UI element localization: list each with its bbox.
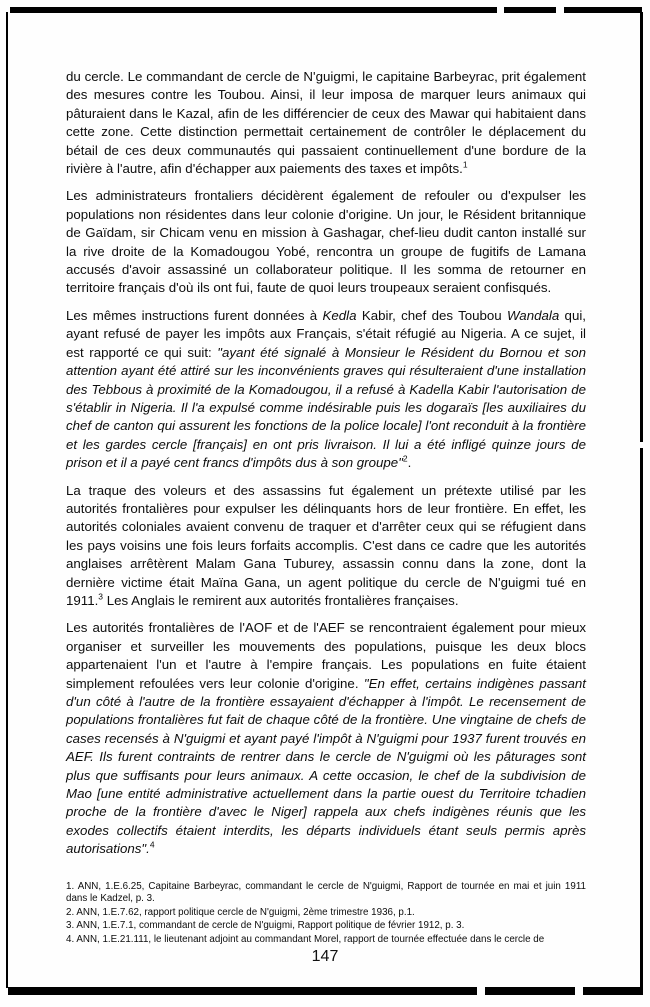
paragraph bbox=[66, 619, 586, 858]
footnote-marker: 4 bbox=[149, 839, 155, 850]
scan-edge-bottom-3 bbox=[583, 987, 643, 995]
page-number: 147 bbox=[311, 948, 339, 965]
footnote-marker: 1 bbox=[462, 159, 468, 170]
scan-edge-top-2 bbox=[504, 7, 556, 13]
body-text: qui, ayant refusé de payer les impôts aux Français, s'était réfugié au Nigeria. A ce sujet, il est rapporté ce qui suit: bbox=[66, 307, 586, 360]
footnote: 2. ANN, 1.E.7.62, rapport politique cercle de N'guigmi, 2ème trimestre 1936, p.1. bbox=[66, 906, 415, 918]
scan-edge-right-1 bbox=[640, 12, 643, 442]
footnote-marker: 3 bbox=[98, 591, 104, 602]
paragraph bbox=[66, 307, 586, 473]
paragraph bbox=[66, 187, 586, 297]
footnote-marker: 2 bbox=[402, 453, 408, 464]
body-text: La traque des voleurs et des assassins fut également un prétexte utilisé par les autorités frontalières pour expulser les délinquants hors de leur frontière. En effet, les autorités coloniales avaient convenu de traquer et d'arrêter ceux qui se réfugient dans les pays voisins une fois leurs forfaits accomplis. C'est dans ce cadre que les autorités anglaises arrêtèrent Malam Gana Tuburey, assassin connu dans la zone, dont la dernière victime était Maïna Gana, un agent politique du cercle de N'guigmi tué en 1911. bbox=[66, 482, 586, 608]
footnote: 3. ANN, 1.E.7.1, commandant de cercle de N'guigmi, Rapport politique de février 1912, p. 3. bbox=[66, 920, 465, 932]
italic-text: Wandala bbox=[507, 307, 560, 323]
footnotes-block bbox=[66, 881, 586, 947]
body-text: Les mêmes instructions furent données à bbox=[66, 307, 323, 323]
body-text: Les autorités frontalières de l'AOF et de l'AEF se rencontraient également pour mieux organiser et surveiller les mouvements des populations, puisque les deux blocs appartenaient l'un et l'autre à l'empire français. Les populations en fuite étaient simplement refoulées vers leur colonie d'origine. bbox=[66, 620, 586, 691]
body-text: Kabir, chef des Toubou bbox=[356, 307, 507, 323]
italic-text: "En effet, certains indigènes passant d'un côté à l'autre de la frontière essayaient d'échapper à l'impôt. Le recensement de populations frontalières fut fait de chaque côté de la frontière. Une vingtaine de chefs de cases recensés à N'guigmi et ayant payé l'impôt à N'guigmi pour 1937 furent trouvés en AEF. Ils furent contraints de rentrer dans le cercle de N'guigmi où les pâturages sont plus que suffisants pour leurs animaux. A cette occasion, le chef de la subdivision de Mao [une entité administrative actuellement dans la partie ouest du Territoire tchadien proche de la frontière d'avec le Niger] rappela aux chefs indigènes réunis que les exodes collectifs étaient interdits, les départs individuels étant seuls permis après autorisations". bbox=[66, 675, 587, 857]
italic-text: "ayant été signalé à Monsieur le Résident du Bornou et son attention ayant été attiré sur les inconvénients graves qui résulteraient d'une installation des Tebbous à proximité de la Komadougou, il a refusé à Kadella Kabir l'autorisation de s'établir in Nigeria. Il l'a expulsé comme indésirable puis les dogaraïs [les auxiliaires du chef de canton qui assurent les fonctions de la police locale] l'ont reconduit à la frontière et les gardes cercle [français] en ont pris livraison. Il lui a été infligé quinze jours de prison et il a payé cent francs d'impôts dus à son groupe" bbox=[66, 344, 586, 471]
body-paragraphs bbox=[66, 68, 586, 859]
scan-edge-top-3 bbox=[564, 7, 642, 13]
paragraph bbox=[66, 68, 586, 178]
paragraph bbox=[66, 482, 586, 611]
footnote: 4. ANN, 1.E.21.111, le lieutenant adjoint au commandant Morel, rapport de tournée effectuée dans le cercle de bbox=[66, 934, 545, 946]
page-content bbox=[66, 68, 586, 948]
footnote: 1. ANN, 1.E.6.25, Capitaine Barbeyrac, commandant le cercle de N'guigmi, Rapport de tournée en mai et juin 1911 dans le Kadzel, p. 3. bbox=[66, 880, 586, 905]
body-text: Les administrateurs frontaliers décidèrent également de refouler ou d'expulser les populations non résidentes dans leur colonie d'origine. Un jour, le Résident britannique de Gaïdam, sir Chicam venu en mission à Gashagar, chef-lieu dudit canton installé sur la rive droite de la Komadougou Yobé, rencontra un groupe de fugitifs de Lamana accusés d'avoir assassiné un collaborateur politique. Il les somma de retourner en territoire français d'où ils ont fui, faute de quoi leurs troupeaux seraient confisqués. bbox=[66, 188, 586, 296]
scan-edge-top-1 bbox=[10, 7, 497, 13]
body-text: du cercle. Le commandant de cercle de N'guigmi, le capitaine Barbeyrac, prit également des mesures contre les Toubou. Ainsi, il leur imposa de marquer leurs animaux qui pâturaient dans le Kazal, afin de les différencier de ceux des Mawar qui habitaient dans cette zone. Cette distinction permettait certainement de contrôler le déplacement du bétail de ces deux communautés qui passaient continuellement d'une bordure de la rivière à l'autre, afin d'échapper aux paiements des taxes et impôts. bbox=[66, 69, 586, 177]
italic-text: Kedla bbox=[322, 307, 357, 323]
scan-edge-bottom-2 bbox=[485, 987, 575, 995]
scan-edge-left bbox=[6, 12, 8, 988]
scan-edge-right-2 bbox=[640, 448, 643, 988]
body-text: . bbox=[407, 455, 412, 471]
scan-edge-bottom-1 bbox=[8, 987, 477, 995]
body-text: Les Anglais le remirent aux autorités frontalières françaises. bbox=[103, 592, 459, 608]
